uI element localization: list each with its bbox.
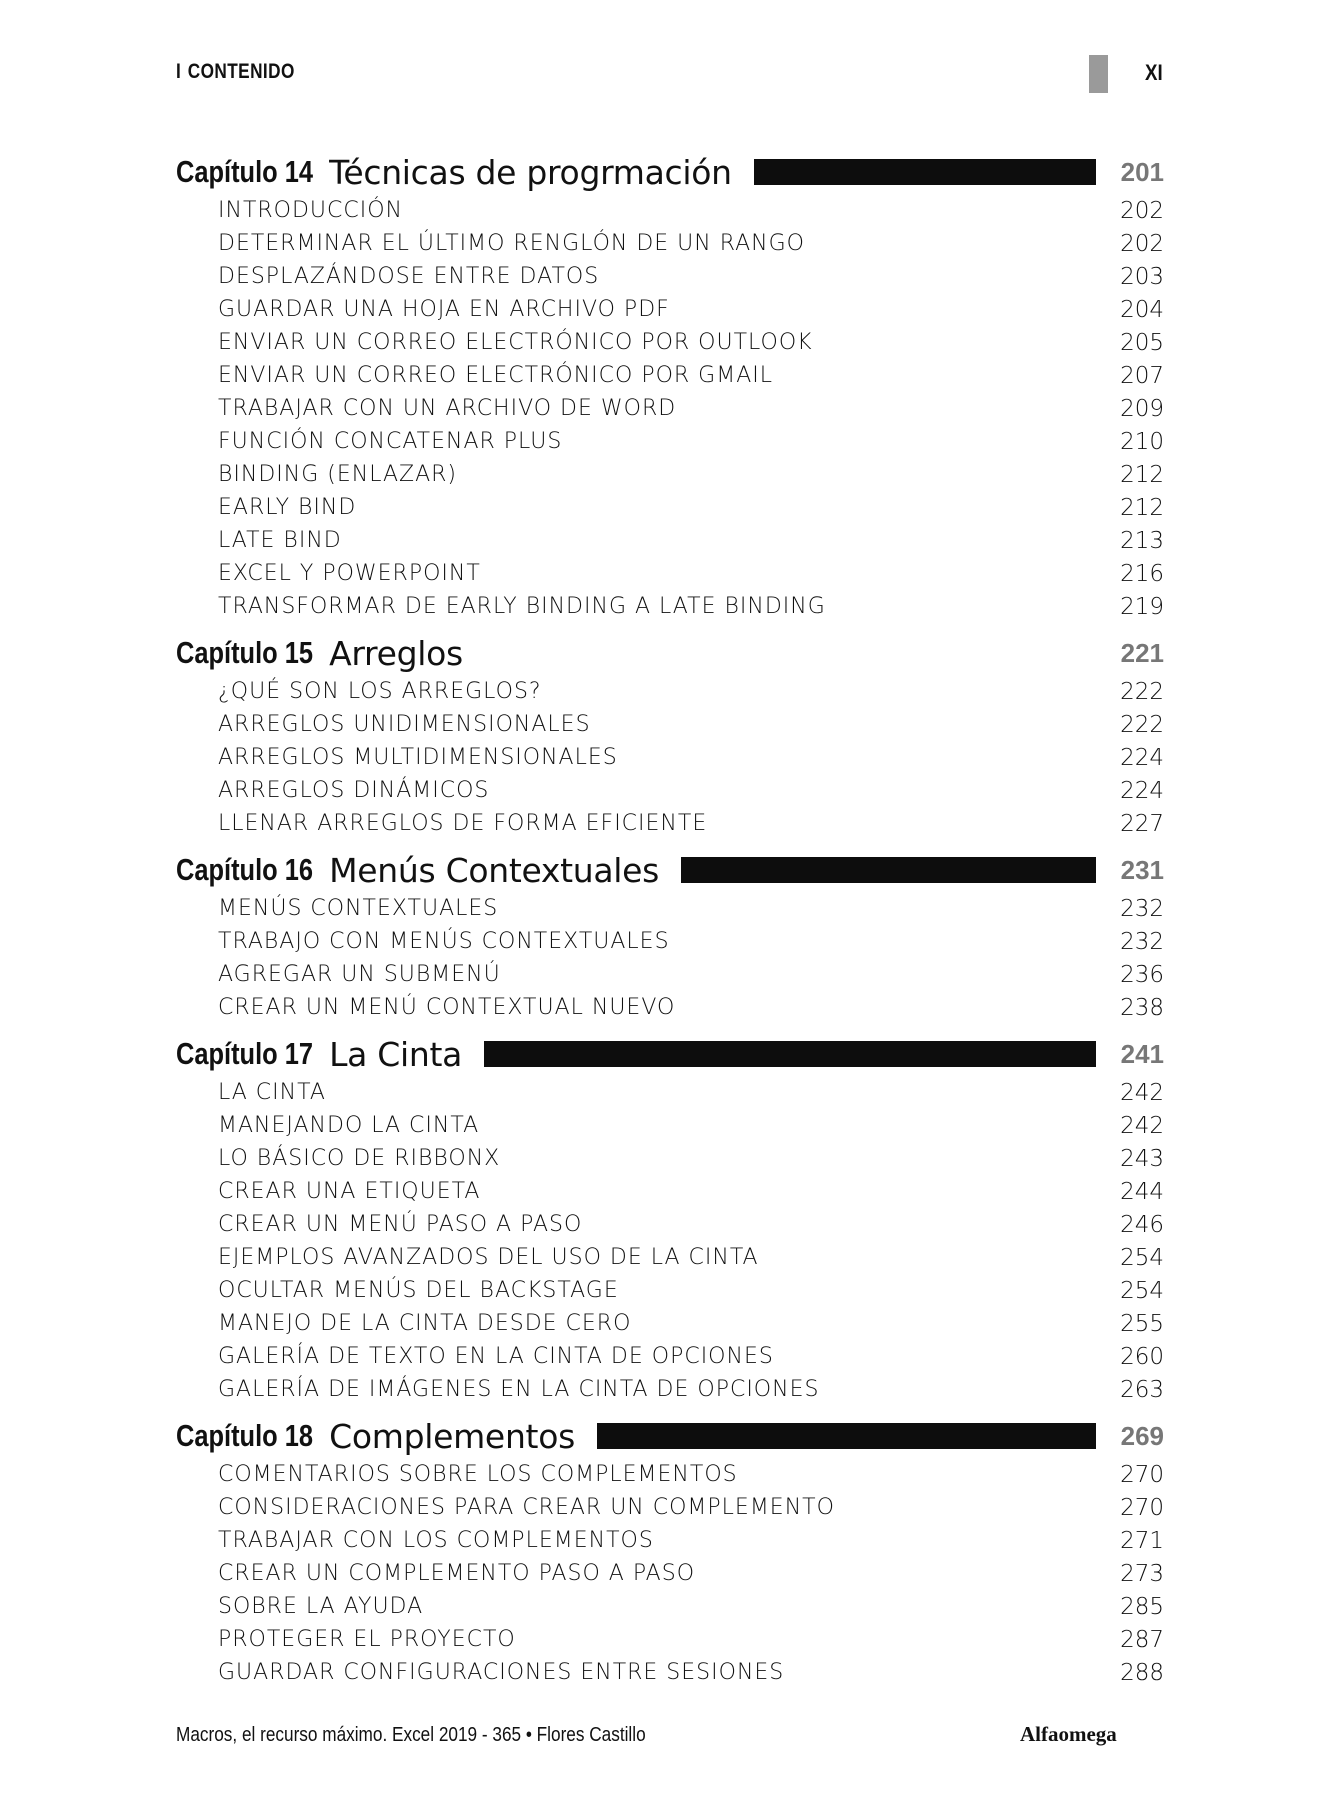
toc-entry <box>176 1076 1164 1109</box>
toc-entry <box>176 326 1164 359</box>
toc-entry <box>176 1623 1164 1656</box>
toc-entry-page: 273 <box>1120 1560 1164 1587</box>
toc-entry <box>176 708 1164 741</box>
toc-entry-title: GUARDAR CONFIGURACIONES ENTRE SESIONES <box>218 1660 785 1685</box>
toc-entry-title: INTRODUCCIÓN <box>218 198 404 223</box>
toc-entry-page: 255 <box>1120 1310 1164 1337</box>
toc-entry <box>176 958 1164 991</box>
chapter-label: Capítulo 14 <box>176 154 314 189</box>
toc-entry <box>176 1656 1164 1689</box>
toc-entry-page: 270 <box>1120 1461 1164 1488</box>
toc-entry-page: 232 <box>1120 895 1164 922</box>
toc-entry <box>176 1458 1164 1491</box>
toc-entry <box>176 1557 1164 1590</box>
toc-entry-page: 212 <box>1120 494 1164 521</box>
toc-entry <box>176 1307 1164 1340</box>
toc-entry <box>176 1175 1164 1208</box>
toc-entry-page: 227 <box>1120 810 1164 837</box>
toc-entry <box>176 491 1164 524</box>
toc-entry-page: 288 <box>1120 1659 1164 1686</box>
toc-entry-title: CREAR UN COMPLEMENTO PASO A PASO <box>218 1561 696 1586</box>
toc-entry <box>176 425 1164 458</box>
toc-entry <box>176 1524 1164 1557</box>
toc-entry-title: LO BÁSICO DE RIBBONX <box>218 1146 501 1171</box>
toc-entry <box>176 807 1164 840</box>
toc-entry-title: LATE BIND <box>218 528 342 553</box>
toc-entry <box>176 675 1164 708</box>
toc-entry-title: GUARDAR UNA HOJA EN ARCHIVO PDF <box>218 297 670 322</box>
toc-entry-title: MANEJO DE LA CINTA DESDE CERO <box>218 1311 632 1336</box>
toc-entry-title: CONSIDERACIONES PARA CREAR UN COMPLEMENTO <box>218 1495 835 1520</box>
toc-entry-page: 254 <box>1120 1244 1164 1271</box>
header-section: CONTENIDO <box>187 60 295 83</box>
toc-entry-title: EXCEL Y POWERPOINT <box>218 561 481 586</box>
footer-publisher: Alfaomega <box>1020 1722 1117 1746</box>
chapter-title: Arreglos <box>329 633 463 673</box>
chapter-heading <box>176 1032 1164 1076</box>
toc-entry <box>176 774 1164 807</box>
chapter-title: Técnicas de progrmación <box>329 152 732 192</box>
toc-entry-page: 232 <box>1120 928 1164 955</box>
chapter-rule-bar <box>485 640 1096 666</box>
toc-entry-page: 242 <box>1120 1079 1164 1106</box>
toc-entry-page: 244 <box>1120 1178 1164 1205</box>
header-rule-glyph: I <box>176 60 182 83</box>
chapter-block <box>176 631 1164 840</box>
toc-entry <box>176 557 1164 590</box>
running-header <box>176 60 295 84</box>
toc-entry-title: ARREGLOS MULTIDIMENSIONALES <box>218 745 618 770</box>
toc-entry-page: 209 <box>1120 395 1164 422</box>
toc-entry-page: 238 <box>1120 994 1164 1021</box>
toc-entry <box>176 925 1164 958</box>
toc-entry <box>176 1142 1164 1175</box>
chapter-title: Menús Contextuales <box>329 850 660 890</box>
header-marker <box>1089 55 1108 93</box>
toc-entry-title: EJEMPLOS AVANZADOS DEL USO DE LA CINTA <box>218 1245 759 1270</box>
chapter-title: Complementos <box>329 1416 575 1456</box>
chapter-heading <box>176 631 1164 675</box>
toc-entry-title: TRABAJAR CON LOS COMPLEMENTOS <box>218 1528 654 1553</box>
toc-entry-page: 222 <box>1120 678 1164 705</box>
toc-entry-page: 202 <box>1120 197 1164 224</box>
toc-entry-page: 287 <box>1120 1626 1164 1653</box>
page-number: XI <box>1145 60 1163 85</box>
toc-entry-title: DESPLAZÁNDOSE ENTRE DATOS <box>218 264 600 289</box>
toc-entry-title: MENÚS CONTEXTUALES <box>218 896 499 921</box>
chapter-page: 241 <box>1120 1038 1164 1069</box>
toc-entry-page: 263 <box>1120 1376 1164 1403</box>
toc-entry <box>176 991 1164 1024</box>
toc-entry-page: 205 <box>1120 329 1164 356</box>
toc-entry-title: ENVIAR UN CORREO ELECTRÓNICO POR GMAIL <box>218 363 773 388</box>
toc-entry <box>176 1373 1164 1406</box>
chapter-label: Capítulo 17 <box>176 1036 314 1071</box>
toc-entry-page: 224 <box>1120 777 1164 804</box>
toc-entry-title: CREAR UN MENÚ CONTEXTUAL NUEVO <box>218 995 676 1020</box>
toc-entry <box>176 1590 1164 1623</box>
toc-entry <box>176 293 1164 326</box>
toc-entry <box>176 458 1164 491</box>
footer-book-info: Macros, el recurso máximo. Excel 2019 - 365 • Flores Castillo <box>176 1724 646 1746</box>
toc-entry-page: 260 <box>1120 1343 1164 1370</box>
toc-entry-title: CREAR UNA ETIQUETA <box>218 1179 481 1204</box>
toc-entry <box>176 892 1164 925</box>
chapter-block <box>176 1414 1164 1689</box>
toc-entry-page: 216 <box>1120 560 1164 587</box>
toc-entry-page: 212 <box>1120 461 1164 488</box>
toc-entry-page: 210 <box>1120 428 1164 455</box>
toc-entry <box>176 524 1164 557</box>
toc-entry-page: 246 <box>1120 1211 1164 1238</box>
toc-entry-title: LLENAR ARREGLOS DE FORMA EFICIENTE <box>218 811 708 836</box>
chapter-rule-bar <box>597 1423 1096 1449</box>
toc-entry-title: ARREGLOS UNIDIMENSIONALES <box>218 712 591 737</box>
toc-entry-page: 271 <box>1120 1527 1164 1554</box>
chapter-rule-bar <box>484 1041 1096 1067</box>
toc-entry <box>176 741 1164 774</box>
toc-entry-title: MANEJANDO LA CINTA <box>218 1113 480 1138</box>
chapter-heading <box>176 1414 1164 1458</box>
toc-entry-page: 242 <box>1120 1112 1164 1139</box>
toc-entry-title: CREAR UN MENÚ PASO A PASO <box>218 1212 583 1237</box>
chapter-title: La Cinta <box>329 1034 463 1074</box>
toc-entry-title: ARREGLOS DINÁMICOS <box>218 778 490 803</box>
chapter-heading <box>176 150 1164 194</box>
toc-entry <box>176 1109 1164 1142</box>
table-of-contents <box>176 150 1164 1697</box>
chapter-heading <box>176 848 1164 892</box>
toc-entry-title: TRABAJO CON MENÚS CONTEXTUALES <box>218 929 670 954</box>
chapter-block <box>176 1032 1164 1406</box>
toc-entry-title: ENVIAR UN CORREO ELECTRÓNICO POR OUTLOOK <box>218 330 813 355</box>
toc-entry-title: ¿QUÉ SON LOS ARREGLOS? <box>218 679 542 704</box>
chapter-page: 201 <box>1120 156 1164 187</box>
chapter-block <box>176 848 1164 1024</box>
toc-entry <box>176 590 1164 623</box>
toc-entry-page: 213 <box>1120 527 1164 554</box>
toc-entry-title: LA CINTA <box>218 1080 326 1105</box>
toc-entry-title: GALERÍA DE TEXTO EN LA CINTA DE OPCIONES <box>218 1344 774 1369</box>
toc-entry-page: 204 <box>1120 296 1164 323</box>
chapter-block <box>176 150 1164 623</box>
toc-entry-page: 270 <box>1120 1494 1164 1521</box>
chapter-label: Capítulo 15 <box>176 635 314 670</box>
chapter-rule-bar <box>681 857 1096 883</box>
toc-entry-title: FUNCIÓN CONCATENAR PLUS <box>218 429 563 454</box>
toc-entry-page: 202 <box>1120 230 1164 257</box>
chapter-page: 269 <box>1120 1420 1164 1451</box>
toc-entry <box>176 227 1164 260</box>
toc-entry-title: AGREGAR UN SUBMENÚ <box>218 962 501 987</box>
toc-entry <box>176 1340 1164 1373</box>
toc-entry-page: 254 <box>1120 1277 1164 1304</box>
toc-entry-title: OCULTAR MENÚS DEL BACKSTAGE <box>218 1278 619 1303</box>
chapter-page: 221 <box>1120 637 1164 668</box>
chapter-label: Capítulo 16 <box>176 852 314 887</box>
toc-entry-title: EARLY BIND <box>218 495 357 520</box>
toc-entry-title: PROTEGER EL PROYECTO <box>218 1627 516 1652</box>
toc-entry-title: TRANSFORMAR DE EARLY BINDING A LATE BINDING <box>218 594 826 619</box>
chapter-label: Capítulo 18 <box>176 1418 314 1453</box>
chapter-page: 231 <box>1120 854 1164 885</box>
toc-entry-page: 207 <box>1120 362 1164 389</box>
toc-entry-page: 224 <box>1120 744 1164 771</box>
toc-entry-page: 222 <box>1120 711 1164 738</box>
chapter-rule-bar <box>754 159 1096 185</box>
toc-entry-title: BINDING (ENLAZAR) <box>218 462 458 487</box>
toc-entry <box>176 1274 1164 1307</box>
toc-entry-page: 243 <box>1120 1145 1164 1172</box>
toc-entry <box>176 194 1164 227</box>
toc-entry-title: COMENTARIOS SOBRE LOS COMPLEMENTOS <box>218 1462 738 1487</box>
toc-entry <box>176 260 1164 293</box>
toc-entry <box>176 1208 1164 1241</box>
toc-entry-page: 236 <box>1120 961 1164 988</box>
toc-entry-page: 203 <box>1120 263 1164 290</box>
toc-entry-title: DETERMINAR EL ÚLTIMO RENGLÓN DE UN RANGO <box>218 231 806 256</box>
toc-entry-title: GALERÍA DE IMÁGENES EN LA CINTA DE OPCIONES <box>218 1377 820 1402</box>
toc-entry <box>176 1241 1164 1274</box>
toc-entry <box>176 359 1164 392</box>
toc-entry <box>176 1491 1164 1524</box>
toc-entry-page: 285 <box>1120 1593 1164 1620</box>
toc-entry-title: SOBRE LA AYUDA <box>218 1594 424 1619</box>
toc-entry <box>176 392 1164 425</box>
toc-entry-title: TRABAJAR CON UN ARCHIVO DE WORD <box>218 396 677 421</box>
toc-entry-page: 219 <box>1120 593 1164 620</box>
